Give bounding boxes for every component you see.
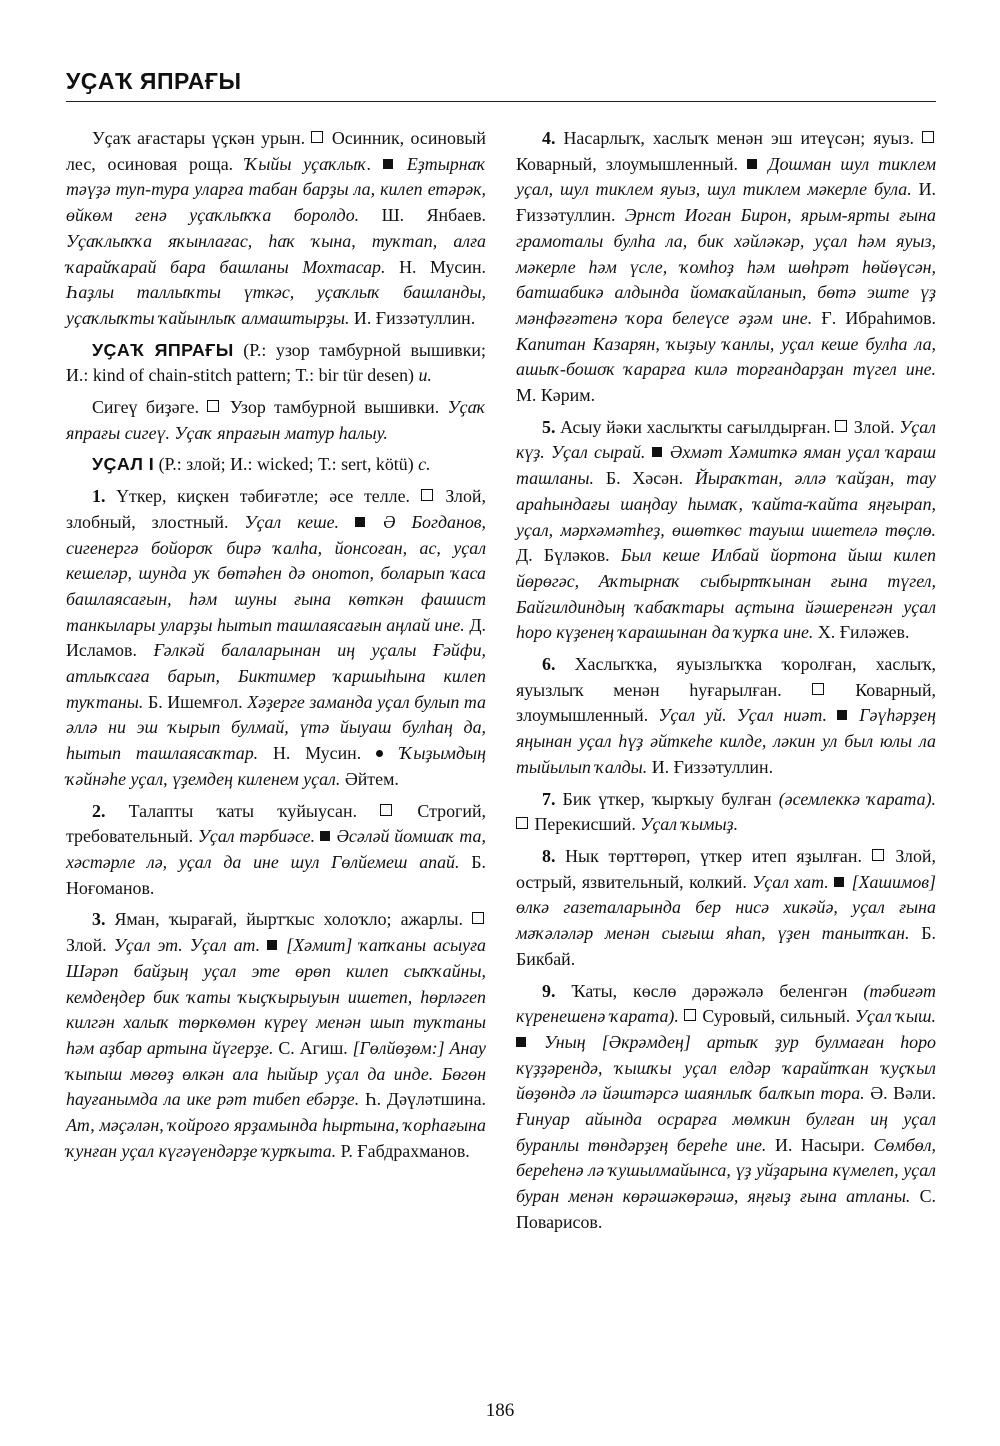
sense-paragraph [516, 415, 936, 646]
example: Уның [Әкрәмдең] артыҡ ҙур булмаған һоро күҙҙәрендә, ҡышҡы уҫал елдәр ҡарайтҡан ҡуҫҡыл йөҙөндә лә йәштәрсә шаянлыҡ балҡып тора. [516, 1031, 936, 1104]
entry-paragraph [66, 395, 486, 446]
russian-gloss: Строгий, требовательный. [66, 800, 487, 847]
example: Ғинуар айында осрарға мөмкин булған иң уҫал буранлы төндәрҙең береһе ине. [516, 1109, 936, 1155]
example: Һаҙлы таллыҡты үткәс, уҫаҡлыҡ башланды, уҫаҡлыҡты ҡайынлыҡ алмаштырҙы. [66, 282, 486, 328]
example: Был кеше Илбай йортона йыш килеп йөрөгәс, Аҡтырнаҡ сыбыртҡынан ғына түгел, Байгилдиндың ҡабаҡтары аҫтына йәшеренгән уҫал һоро күҙенең ҡарашынан да ҡурҡа ине. [516, 545, 936, 643]
example: Уҫал эт. Уҫал ат. [113, 935, 261, 956]
russian-gloss: Перекисший. [534, 814, 636, 835]
example: Ат, мәҫәлән, ҡойроғо ярҙамында һыртына, ҡорһағына ҡунған уҫал күгәүендәрҙе ҡурҡыта. [66, 1115, 486, 1161]
header-rule [66, 101, 936, 102]
citation-source: И. Ғиззәтуллин. [353, 307, 476, 328]
sense-number: 2. [92, 800, 106, 821]
example: Уҫал хат. [752, 871, 829, 892]
usage-note: (тәбиғәт күренешенә ҡарата). [516, 980, 936, 1027]
example: Дошман шул тиклем уҫал, шул тиклем яуыз, шул тиклем мәкерле була. [516, 153, 936, 200]
citation-source: Ш. Янбаев. [381, 205, 486, 226]
russian-gloss: Злой, острый, язвительный, колкий. [516, 845, 936, 892]
sense-number: 5. [542, 416, 556, 437]
sense-number: 4. [542, 128, 556, 148]
citation-source: Б. Ишемғол. [147, 691, 243, 712]
sense-paragraph [66, 907, 486, 1164]
headword: УҪАЛ I [92, 454, 155, 475]
russian-equivalent-icon [421, 489, 433, 501]
russian-gloss: Коварный, злоумышленный. [516, 679, 936, 726]
literary-example-icon [320, 831, 330, 841]
literary-example-icon [383, 159, 393, 169]
citation-source: Ғ. Ибраһимов. [821, 307, 936, 328]
example: Әсәләй йомшаҡ та, хәстәрле лә, уҫал да ине шул Гөлйемеш апай. [66, 826, 486, 872]
literary-example-icon [516, 1037, 526, 1047]
example: Уҫал ҡыш. [854, 1006, 936, 1027]
example: Ҡыҙымдың ҡәйнәһе уҫал, үҙемдең киленем уҫал. [66, 743, 487, 789]
citation-source: Ә. Вәли. [870, 1083, 936, 1104]
part-of-speech: и. [418, 365, 432, 386]
example: Уҫаҡ япрағы сигеү. Уҫаҡ япрағын матур һалыу. [66, 397, 486, 443]
sense-number: 9. [542, 980, 556, 1001]
russian-equivalent-icon [684, 1009, 696, 1021]
russian-gloss: Суровый, сильный. [702, 1006, 851, 1027]
sense-paragraph [66, 484, 486, 792]
russian-equivalent-icon [872, 849, 884, 861]
example: [Хәмит] ҡапҡаны асыуға Шәрәп байҙың уҫал эте өрөп килеп сыҡҡайны, кемдеңдер бик ҡаты ҡыҫҡырыуын ишетеп, һөрләгеп килгән халыҡ төркөмөн күреү менән шып туҡтаны һәм аҙбар артына йүгерҙе. [66, 935, 487, 1058]
headword: УҪАҠ ЯПРАҒЫ [92, 339, 234, 360]
literary-example-icon [267, 940, 277, 950]
example: [Хашимов] өлкә газеталарында бер нисә хикәйә, уҫал ғына мәҡәләләр менән сығыш яһап, үҙен танытҡан. [516, 871, 936, 944]
sense-paragraph [516, 979, 936, 1236]
sense-number: 1. [92, 486, 106, 507]
example: Уҫал уй. Уҫал ниәт. [658, 705, 827, 726]
russian-equivalent-icon [516, 817, 528, 829]
sense-number: 3. [92, 909, 106, 930]
russian-equivalent-icon [835, 420, 847, 432]
definition: Ҡаты, көслө дәрәжәлә беленгән [571, 980, 848, 1001]
citation-source: Х. Ғиләжев. [817, 622, 910, 643]
example: Хәҙерге заманда уҫал булып та әллә ни эш ҡырып булмай, үтә йыуаш булһаң да, һытып ташлаясаҡтар. [66, 691, 486, 764]
citation-source: Әйтем. [344, 768, 399, 789]
citation-source: Һ. Дәүләтшина. [364, 1089, 486, 1110]
example: Гәүһәрҙең яңынан уҫал һүҙ әйткеһе килде, ләкин ул был юлы ла тыйылып ҡалды. [516, 705, 936, 777]
sense-paragraph [516, 652, 936, 781]
definition: Сигеү биҙәге. [92, 397, 200, 418]
example: Ә Богданов, сигенергә бойороҡ бирә ҡалһа, йонсоған, ас, уҫал кешеләр, шунда уҡ бөтәһен дә онотоп, боларып ҡаса башлаясағын, һәм шуны ғына көткән фашист танкылары уларҙы һытып ташлаясағын аңлай ине. [66, 511, 487, 635]
russian-gloss: Злой. [66, 935, 107, 956]
example: Эрнст Иоган Бирон, ярым-ярты ғына грамоталы булһа ла, бик хәйләкәр, уҫал һәм яуыз, мәкерле һәм үсле, ҡомһоҙ һәм шөһрәт һөйөүсән, батшабикә алдында йомаҡайланып, бөтә эште үҙ мәнфәғәтенә ҡора белеүсе әҙәм ине. [516, 205, 936, 328]
russian-gloss: Узор тамбурной вышивки. [229, 397, 440, 418]
right-column [516, 126, 936, 1242]
example: Йыраҡтан, әллә ҡайҙан, тау араһындағы шаңдау һымаҡ, ҡайта-ҡайта яңғырап, уҫал, мәрхәмәтһеҙ, өшөткөс тауыш ишетелә төҫлө. [516, 468, 936, 540]
citation-source: И. Ғиззәтуллин. [516, 179, 936, 226]
russian-equivalent-icon [922, 131, 934, 143]
proverb-icon [376, 750, 383, 757]
definition: Яман, ҡырағай, йыртҡыс холоҡло; ажарлы. [114, 909, 463, 930]
russian-equivalent-icon [380, 804, 392, 816]
literary-example-icon [747, 159, 757, 169]
entry-heading-paragraph [66, 452, 486, 478]
citation-source: Д. Бүләков. [516, 545, 610, 566]
definition: Уҫаҡ ағастары үҫкән урын. [92, 128, 306, 148]
russian-gloss: Злой. [853, 416, 895, 437]
example: Уҫал тәрбиәсе. [197, 826, 316, 847]
russian-gloss: Злой, злобный, злостный. [66, 486, 486, 532]
usage-note: (әсемлеккә ҡарата). [778, 788, 936, 809]
definition: Хаслыҡҡа, яуызлыҡҡа ҡоролған, хаслыҡ, яуызлыҡ менән һуғарылған. [516, 654, 936, 700]
citation-source: Б. Ноғоманов. [66, 851, 486, 898]
part-of-speech: с. [418, 454, 431, 475]
literary-example-icon [837, 710, 847, 720]
example: [Гөлйөҙөм:] Анау ҡыпыш мөгөҙ өлкән ала һыйыр уҫал да инде. Бөгөн һауғанымда ла ике рәт тибеп ебәрҙе. [66, 1037, 486, 1110]
russian-gloss: Осинник, осиновый лес, осиновая роща. [66, 128, 486, 174]
citation-source: Д. Исламов. [66, 614, 486, 661]
sense-number: 6. [542, 654, 556, 675]
citation-source: Н. Мусин. [272, 743, 362, 764]
citation-source: Б. Бикбай. [516, 923, 936, 969]
running-head: УҪАҠ ЯПРАҒЫ [66, 68, 242, 94]
definition: Асыу йәки хаслыҡты сағылдырған. [560, 416, 831, 437]
russian-equivalent-icon [472, 912, 484, 924]
example: Уҫал кеше. [244, 511, 340, 532]
citation-source: Б. Хәсән. [605, 468, 684, 489]
translations: (Р.: злой; И.: wicked; Т.: sert, kötü) [158, 454, 414, 475]
example: Еҙтырнаҡ тәүҙә туп-тура уларға табан барҙы ла, килеп етәрәк, өйкөм генә уҫаҡлыҡҡа боролдо. [66, 153, 487, 226]
russian-equivalent-icon [207, 400, 219, 412]
citation-source: И. Насыри. [775, 1134, 865, 1155]
example: Ҡыйы уҫаҡлыҡ. [244, 153, 372, 174]
citation-source: Н. Мусин. [399, 256, 486, 277]
sense-paragraph [516, 787, 936, 838]
literary-example-icon [652, 447, 662, 457]
example: Уҫал ҡымыҙ. [640, 814, 739, 835]
entry-paragraph [66, 126, 486, 332]
definition: Үткер, киҫкен тәбиғәтле; әсе телле. [116, 486, 410, 507]
russian-equivalent-icon [311, 131, 323, 143]
sense-paragraph [516, 844, 936, 973]
translations: (Р.: узор тамбурной вышивки; И.: kind of chain-stitch pattern; Т.: bir tür desen) [66, 339, 486, 386]
citation-source: Р. Ғабдрахманов. [340, 1140, 470, 1161]
citation-source: С. Поварисов. [516, 1186, 936, 1232]
citation-source: И. Ғиззәтуллин. [651, 756, 774, 777]
definition: Насарлыҡ, хаслыҡ менән эш итеүсән; яуыз. [563, 128, 914, 148]
definition: Бик үткер, ҡырҡыу булған [562, 788, 772, 809]
citation-source: С. Агиш. [278, 1037, 348, 1058]
russian-gloss: Коварный, злоумышленный. [516, 153, 738, 174]
entry-heading-paragraph [66, 338, 486, 389]
left-column [66, 126, 486, 1170]
example: Сөмбөл, береһенә лә ҡушылмайынса, үҙ уйҙарына күмелеп, уҫал буран менән көрәшәкөрәшә, яңғыҙ ғына атланы. [516, 1134, 936, 1207]
example: Әхмәт Хәмиткә яман уҫал ҡараш ташланы. [516, 442, 936, 489]
literary-example-icon [834, 877, 844, 887]
page-number: 186 [485, 1400, 515, 1421]
example: Капитан Казарян, ҡыҙыу ҡанлы, уҫал кеше булһа ла, ашыҡ-бошоҡ ҡарарға килә торғандарҙан түгел ине. [516, 333, 936, 380]
literary-example-icon [355, 517, 365, 527]
example: Уҫаҡлыҡҡа яҡынлағас, һаҡ ҡына, туҡтап, алға ҡарайҡарай бара башланы Мохтасар. [66, 230, 486, 277]
example: Ғәлкәй балаларынан иң уҫалы Ғәйфи, атлыҡсаға барып, Биктимер ҡаршыһына килеп туҡтаны. [66, 640, 486, 712]
sense-number: 8. [542, 845, 556, 866]
sense-paragraph [66, 799, 486, 902]
russian-equivalent-icon [812, 683, 824, 695]
citation-source: М. Кәрим. [516, 385, 596, 406]
definition: Нык төрттөрөп, үткер итеп яҙылған. [565, 845, 862, 866]
definition: Талапты ҡаты ҡуйыусан. [128, 800, 358, 821]
sense-number: 7. [542, 788, 556, 809]
sense-paragraph [516, 126, 936, 409]
example: Уҫал күҙ. Уҫал сырай. [516, 416, 936, 463]
